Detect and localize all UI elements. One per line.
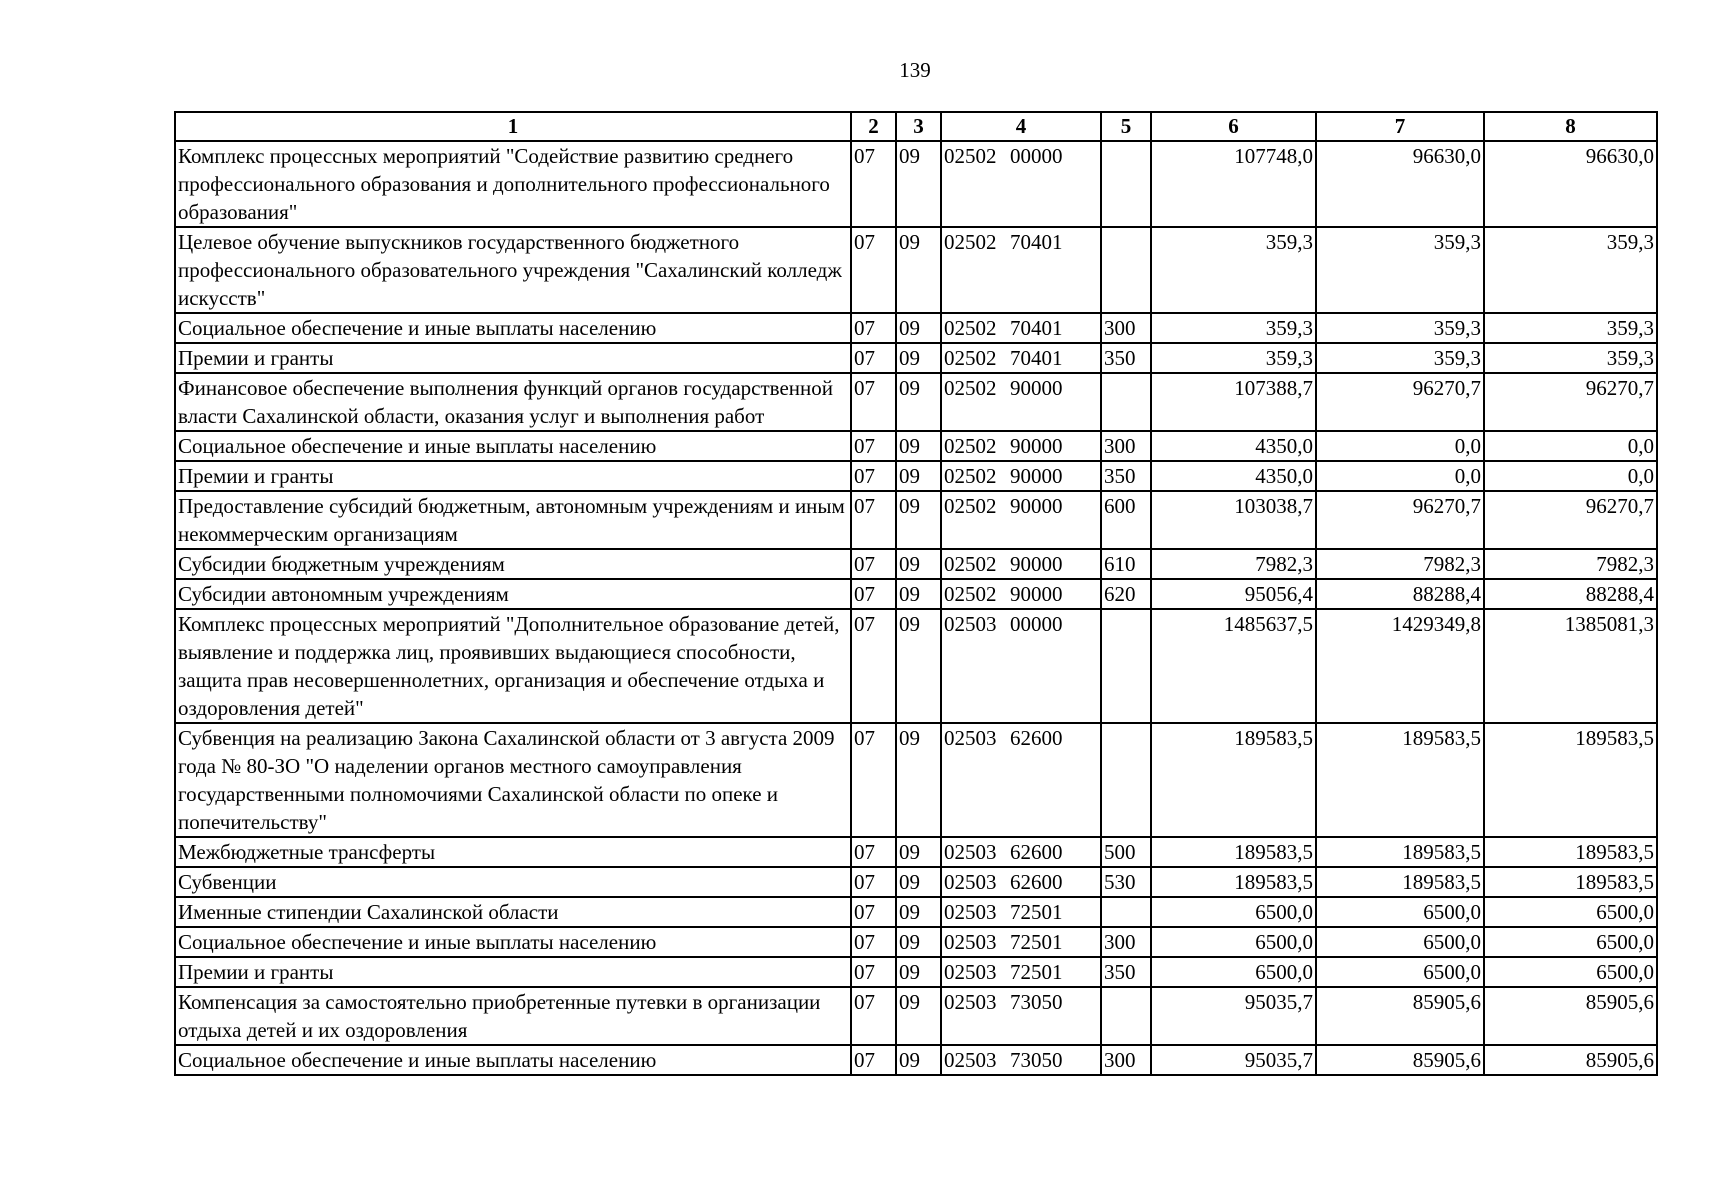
row-value-6: 189583,5 [1151, 837, 1316, 867]
row-value-8: 6500,0 [1484, 957, 1657, 987]
row-expense-type: 350 [1101, 957, 1151, 987]
row-target-article [941, 1045, 1101, 1075]
row-program-code: 02503 [944, 930, 997, 954]
row-name: Компенсация за самостоятельно приобретенные путевки в организации отдыха детей и их оздоровления [175, 987, 851, 1045]
row-program-code: 02502 [944, 464, 997, 488]
row-subsection: 09 [896, 723, 941, 837]
row-target-article [941, 141, 1101, 227]
row-subsection: 09 [896, 491, 941, 549]
row-expense-type: 350 [1101, 343, 1151, 373]
row-target-article [941, 431, 1101, 461]
row-value-6: 4350,0 [1151, 461, 1316, 491]
row-section: 07 [851, 723, 896, 837]
row-expense-type: 600 [1101, 491, 1151, 549]
table-row [175, 343, 1657, 373]
row-value-6: 359,3 [1151, 227, 1316, 313]
row-value-8: 189583,5 [1484, 837, 1657, 867]
row-expense-type [1101, 723, 1151, 837]
table-row [175, 837, 1657, 867]
row-value-6: 95035,7 [1151, 1045, 1316, 1075]
row-value-7: 359,3 [1316, 343, 1484, 373]
row-subsection: 09 [896, 927, 941, 957]
row-value-7: 6500,0 [1316, 897, 1484, 927]
row-program-code: 02503 [944, 612, 997, 636]
row-subsection: 09 [896, 313, 941, 343]
row-target-article [941, 867, 1101, 897]
row-direction-code: 62600 [1010, 840, 1063, 864]
row-target-article [941, 957, 1101, 987]
row-section: 07 [851, 1045, 896, 1075]
row-name: Социальное обеспечение и иные выплаты населению [175, 431, 851, 461]
row-value-6: 189583,5 [1151, 723, 1316, 837]
row-value-8: 96270,7 [1484, 373, 1657, 431]
row-value-8: 85905,6 [1484, 987, 1657, 1045]
row-value-8: 85905,6 [1484, 1045, 1657, 1075]
row-value-6: 95056,4 [1151, 579, 1316, 609]
row-program-code: 02503 [944, 900, 997, 924]
row-direction-code: 70401 [1010, 346, 1063, 370]
row-expense-type: 300 [1101, 431, 1151, 461]
row-target-article [941, 723, 1101, 837]
row-expense-type: 350 [1101, 461, 1151, 491]
row-direction-code: 70401 [1010, 230, 1063, 254]
row-value-6: 4350,0 [1151, 431, 1316, 461]
table-row [175, 579, 1657, 609]
row-value-8: 1385081,3 [1484, 609, 1657, 723]
row-subsection: 09 [896, 141, 941, 227]
row-name: Социальное обеспечение и иные выплаты населению [175, 1045, 851, 1075]
row-subsection: 09 [896, 867, 941, 897]
row-value-6: 6500,0 [1151, 957, 1316, 987]
row-value-8: 359,3 [1484, 343, 1657, 373]
row-value-7: 1429349,8 [1316, 609, 1484, 723]
row-direction-code: 62600 [1010, 726, 1063, 750]
row-section: 07 [851, 461, 896, 491]
table-row [175, 1045, 1657, 1075]
row-target-article [941, 491, 1101, 549]
header-col-2: 2 [851, 112, 896, 141]
row-program-code: 02502 [944, 230, 997, 254]
row-name: Премии и гранты [175, 461, 851, 491]
table-row [175, 957, 1657, 987]
row-target-article [941, 343, 1101, 373]
row-expense-type: 610 [1101, 549, 1151, 579]
row-expense-type [1101, 373, 1151, 431]
row-program-code: 02502 [944, 434, 997, 458]
row-name: Финансовое обеспечение выполнения функций органов государственной власти Сахалинской области, оказания услуг и выполнения работ [175, 373, 851, 431]
row-section: 07 [851, 927, 896, 957]
row-expense-type: 500 [1101, 837, 1151, 867]
row-subsection: 09 [896, 609, 941, 723]
row-program-code: 02502 [944, 144, 997, 168]
table-row [175, 313, 1657, 343]
row-section: 07 [851, 373, 896, 431]
row-value-8: 6500,0 [1484, 927, 1657, 957]
row-direction-code: 70401 [1010, 316, 1063, 340]
row-subsection: 09 [896, 579, 941, 609]
row-section: 07 [851, 957, 896, 987]
row-value-8: 189583,5 [1484, 867, 1657, 897]
row-value-6: 103038,7 [1151, 491, 1316, 549]
table-row [175, 227, 1657, 313]
row-subsection: 09 [896, 897, 941, 927]
row-direction-code: 62600 [1010, 870, 1063, 894]
row-target-article [941, 549, 1101, 579]
table-row [175, 491, 1657, 549]
row-value-6: 107388,7 [1151, 373, 1316, 431]
table-row [175, 549, 1657, 579]
row-value-8: 359,3 [1484, 227, 1657, 313]
row-name: Субсидии автономным учреждениям [175, 579, 851, 609]
row-section: 07 [851, 609, 896, 723]
row-direction-code: 73050 [1010, 1048, 1063, 1072]
row-value-8: 0,0 [1484, 461, 1657, 491]
row-value-7: 88288,4 [1316, 579, 1484, 609]
row-section: 07 [851, 227, 896, 313]
table-row [175, 609, 1657, 723]
row-value-8: 359,3 [1484, 313, 1657, 343]
page-number: 139 [899, 58, 931, 82]
row-subsection: 09 [896, 227, 941, 313]
row-subsection: 09 [896, 431, 941, 461]
row-name: Премии и гранты [175, 957, 851, 987]
row-expense-type [1101, 987, 1151, 1045]
header-col-6: 6 [1151, 112, 1316, 141]
row-value-6: 6500,0 [1151, 897, 1316, 927]
row-program-code: 02503 [944, 1048, 997, 1072]
row-program-code: 02502 [944, 346, 997, 370]
row-subsection: 09 [896, 343, 941, 373]
row-expense-type [1101, 897, 1151, 927]
row-value-7: 96270,7 [1316, 373, 1484, 431]
row-value-8: 96630,0 [1484, 141, 1657, 227]
header-col-5: 5 [1101, 112, 1151, 141]
row-section: 07 [851, 141, 896, 227]
row-value-7: 189583,5 [1316, 723, 1484, 837]
row-value-7: 85905,6 [1316, 1045, 1484, 1075]
row-expense-type: 300 [1101, 927, 1151, 957]
row-target-article [941, 837, 1101, 867]
row-value-6: 189583,5 [1151, 867, 1316, 897]
row-subsection: 09 [896, 1045, 941, 1075]
row-name: Межбюджетные трансферты [175, 837, 851, 867]
row-value-7: 189583,5 [1316, 837, 1484, 867]
row-value-7: 7982,3 [1316, 549, 1484, 579]
row-direction-code: 00000 [1010, 144, 1063, 168]
row-name: Комплекс процессных мероприятий "Содействие развитию среднего профессионального образования и дополнительного профессионального образования" [175, 141, 851, 227]
row-expense-type: 300 [1101, 1045, 1151, 1075]
row-value-8: 189583,5 [1484, 723, 1657, 837]
row-value-7: 96270,7 [1316, 491, 1484, 549]
row-value-6: 7982,3 [1151, 549, 1316, 579]
row-value-6: 1485637,5 [1151, 609, 1316, 723]
row-program-code: 02503 [944, 960, 997, 984]
table-row [175, 927, 1657, 957]
row-target-article [941, 987, 1101, 1045]
row-program-code: 02503 [944, 726, 997, 750]
row-value-7: 6500,0 [1316, 957, 1484, 987]
row-value-8: 6500,0 [1484, 897, 1657, 927]
table-row [175, 373, 1657, 431]
row-name: Субвенции [175, 867, 851, 897]
row-value-6: 107748,0 [1151, 141, 1316, 227]
row-name: Субвенция на реализацию Закона Сахалинской области от 3 августа 2009 года № 80-ЗО "О наделении органов местного самоуправления государственными полномочиями Сахалинской области по опеке и попечительству" [175, 723, 851, 837]
row-name: Именные стипендии Сахалинской области [175, 897, 851, 927]
row-section: 07 [851, 987, 896, 1045]
row-expense-type: 530 [1101, 867, 1151, 897]
row-section: 07 [851, 579, 896, 609]
row-expense-type [1101, 609, 1151, 723]
header-col-3: 3 [896, 112, 941, 141]
row-direction-code: 72501 [1010, 960, 1063, 984]
row-program-code: 02502 [944, 552, 997, 576]
row-value-7: 6500,0 [1316, 927, 1484, 957]
row-section: 07 [851, 549, 896, 579]
row-subsection: 09 [896, 461, 941, 491]
row-section: 07 [851, 431, 896, 461]
header-col-1: 1 [175, 112, 851, 141]
table-row [175, 987, 1657, 1045]
table-row [175, 141, 1657, 227]
row-direction-code: 72501 [1010, 930, 1063, 954]
row-target-article [941, 897, 1101, 927]
row-subsection: 09 [896, 837, 941, 867]
row-value-7: 0,0 [1316, 431, 1484, 461]
row-value-7: 0,0 [1316, 461, 1484, 491]
row-target-article [941, 227, 1101, 313]
row-value-6: 6500,0 [1151, 927, 1316, 957]
row-name: Предоставление субсидий бюджетным, автономным учреждениям и иным некоммерческим организациям [175, 491, 851, 549]
row-name: Субсидии бюджетным учреждениям [175, 549, 851, 579]
row-value-6: 359,3 [1151, 313, 1316, 343]
table-row [175, 461, 1657, 491]
row-direction-code: 73050 [1010, 990, 1063, 1014]
row-expense-type: 620 [1101, 579, 1151, 609]
row-direction-code: 90000 [1010, 434, 1063, 458]
row-expense-type: 300 [1101, 313, 1151, 343]
row-direction-code: 90000 [1010, 552, 1063, 576]
row-value-6: 95035,7 [1151, 987, 1316, 1045]
row-target-article [941, 373, 1101, 431]
header-col-8: 8 [1484, 112, 1657, 141]
row-section: 07 [851, 491, 896, 549]
header-col-4: 4 [941, 112, 1101, 141]
row-value-8: 0,0 [1484, 431, 1657, 461]
row-direction-code: 90000 [1010, 464, 1063, 488]
row-program-code: 02502 [944, 494, 997, 518]
table-row [175, 897, 1657, 927]
row-subsection: 09 [896, 957, 941, 987]
row-program-code: 02502 [944, 582, 997, 606]
row-value-8: 7982,3 [1484, 549, 1657, 579]
row-section: 07 [851, 837, 896, 867]
row-subsection: 09 [896, 549, 941, 579]
row-target-article [941, 461, 1101, 491]
row-section: 07 [851, 897, 896, 927]
row-subsection: 09 [896, 987, 941, 1045]
table-row [175, 723, 1657, 837]
row-value-8: 88288,4 [1484, 579, 1657, 609]
row-direction-code: 90000 [1010, 376, 1063, 400]
row-value-8: 96270,7 [1484, 491, 1657, 549]
row-name: Социальное обеспечение и иные выплаты населению [175, 927, 851, 957]
row-direction-code: 00000 [1010, 612, 1063, 636]
row-section: 07 [851, 343, 896, 373]
row-name: Целевое обучение выпускников государственного бюджетного профессионального образовательного учреждения "Сахалинский колледж искусств" [175, 227, 851, 313]
row-direction-code: 90000 [1010, 494, 1063, 518]
row-value-6: 359,3 [1151, 343, 1316, 373]
row-target-article [941, 313, 1101, 343]
row-expense-type [1101, 227, 1151, 313]
table-row [175, 431, 1657, 461]
row-program-code: 02503 [944, 870, 997, 894]
row-program-code: 02503 [944, 990, 997, 1014]
row-name: Социальное обеспечение и иные выплаты населению [175, 313, 851, 343]
row-section: 07 [851, 867, 896, 897]
table-row [175, 867, 1657, 897]
row-value-7: 96630,0 [1316, 141, 1484, 227]
header-col-7: 7 [1316, 112, 1484, 141]
row-subsection: 09 [896, 373, 941, 431]
row-value-7: 189583,5 [1316, 867, 1484, 897]
row-value-7: 359,3 [1316, 227, 1484, 313]
row-direction-code: 90000 [1010, 582, 1063, 606]
budget-table [174, 111, 1658, 1076]
row-program-code: 02503 [944, 840, 997, 864]
row-value-7: 359,3 [1316, 313, 1484, 343]
row-direction-code: 72501 [1010, 900, 1063, 924]
row-target-article [941, 579, 1101, 609]
header-row [175, 112, 1657, 141]
row-name: Премии и гранты [175, 343, 851, 373]
row-program-code: 02502 [944, 316, 997, 340]
row-expense-type [1101, 141, 1151, 227]
row-target-article [941, 927, 1101, 957]
row-name: Комплекс процессных мероприятий "Дополнительное образование детей, выявление и поддержка лиц, проявивших выдающиеся способности, защита прав несовершеннолетних, организация и обеспечение отдыха и оздоровления детей" [175, 609, 851, 723]
row-section: 07 [851, 313, 896, 343]
row-program-code: 02502 [944, 376, 997, 400]
row-target-article [941, 609, 1101, 723]
row-value-7: 85905,6 [1316, 987, 1484, 1045]
